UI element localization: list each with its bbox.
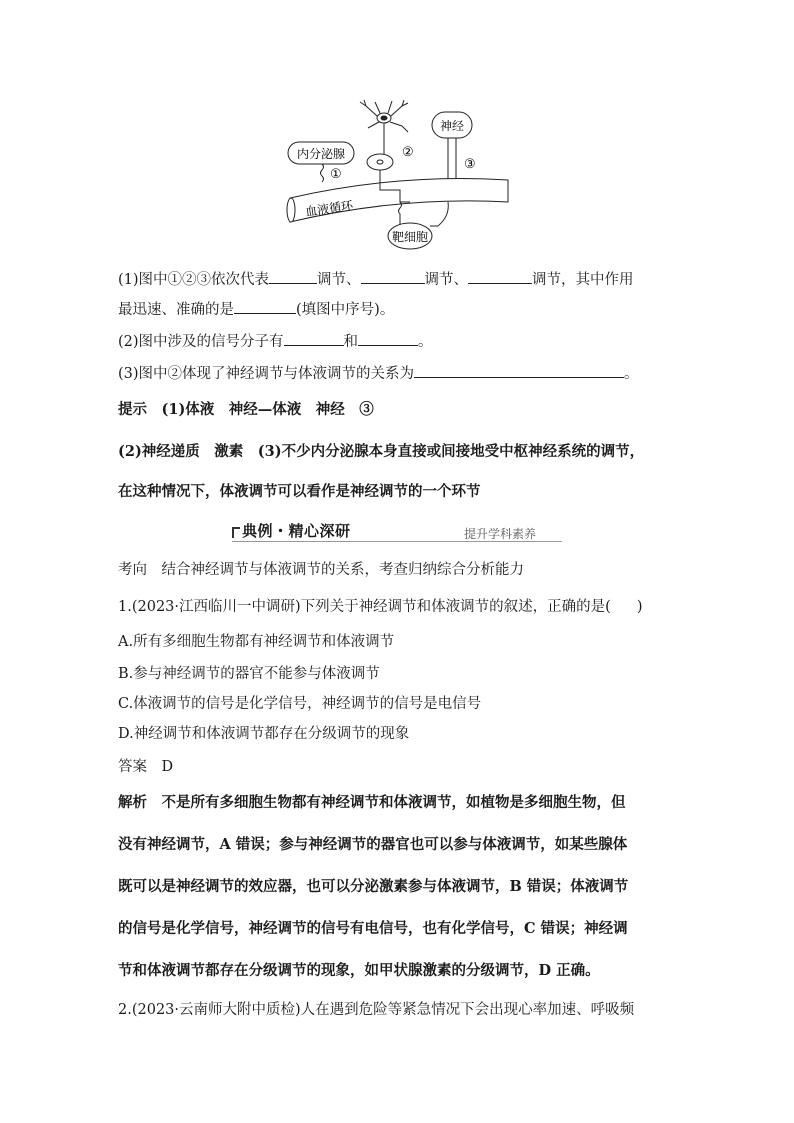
q3-text-a: (3)图中②体现了神经调节与体液调节的关系为 <box>118 366 415 382</box>
analysis-line-2: 没有神经调节，A 错误；参与神经调节的器官也可以参与体液调节，如某些腺体 <box>118 836 628 853</box>
neuron-icon <box>360 100 408 148</box>
question-direction: 考向 结合神经调节与体液调节的关系，考查归纳综合分析能力 <box>118 562 524 578</box>
nerve-label: 神经 <box>439 119 465 133</box>
analysis-line-3: 既可以是神经调节的效应器，也可以分泌激素参与体液调节，B 错误；体液调节 <box>118 878 629 895</box>
question-1-stem <box>118 597 643 617</box>
secretory-cell-shape <box>367 154 393 170</box>
option-a: A.所有多细胞生物都有神经调节和体液调节 <box>118 634 395 650</box>
q1-line2-a: 最迅速、准确的是 <box>118 302 234 318</box>
mark-3: ③ <box>464 157 476 172</box>
blank-5[interactable] <box>284 330 344 346</box>
question-2-stem: 2.(2023·云南师大附中质检)人在遇到危险等紧急情况下会出现心率加速、呼吸频 <box>118 1002 635 1018</box>
banner-bracket-icon <box>232 527 240 538</box>
target-label: 靶细胞 <box>391 230 429 244</box>
q3-end: 。 <box>624 366 639 382</box>
q1-text-a: (1)图中①②③依次代表 <box>118 272 270 288</box>
regulation-diagram <box>280 98 520 258</box>
mark-2: ② <box>402 145 414 160</box>
q2-sep: 和 <box>343 334 359 350</box>
hint-line-1: 提示 (1)体液 神经—体液 神经 ③ <box>118 401 374 418</box>
banner-title: 典例・精心深研 <box>242 522 351 540</box>
blank-7[interactable] <box>414 362 624 378</box>
blank-6[interactable] <box>358 330 418 346</box>
analysis-line-4: 的信号是化学信号，神经调节的信号有电信号，也有化学信号，C 错误；神经调 <box>118 920 628 937</box>
fill-question-1 <box>118 268 634 290</box>
q1-sep-2: 调节、 <box>424 272 469 288</box>
banner-divider <box>232 541 562 542</box>
section-banner <box>232 520 562 544</box>
blank-4[interactable] <box>234 298 296 314</box>
fill-question-2 <box>118 330 433 352</box>
banner-subtitle: 提升学科素养 <box>464 527 537 541</box>
analysis-line-5: 节和体液调节都存在分级调节的现象，如甲状腺激素的分级调节，D 正确。 <box>118 962 600 979</box>
hint-line-2: (2)神经递质 激素 (3)不少内分泌腺本身直接或间接地受中枢神经系统的调节， <box>118 443 645 460</box>
gland-label: 内分泌腺 <box>296 147 346 161</box>
answer: 答案 D <box>118 759 174 775</box>
q1-text-b: 调节，其中作用 <box>532 272 634 288</box>
q2-text-a: (2)图中涉及的信号分子有 <box>118 334 284 350</box>
blank-2[interactable] <box>361 268 425 284</box>
q-1-stem-text: 1.(2023·江西临川一中调研)下列关于神经调节和体液调节的叙述，正确的是( <box>118 599 611 615</box>
q1-sep-1: 调节、 <box>317 272 361 288</box>
blank-3[interactable] <box>468 268 532 284</box>
blank-1[interactable] <box>269 268 317 284</box>
fill-question-3 <box>118 362 639 384</box>
mark-1: ① <box>330 167 342 182</box>
option-c: C.体液调节的信号是化学信号，神经调节的信号是电信号 <box>118 696 482 712</box>
hint-line-3: 在这种情况下，体液调节可以看作是神经调节的一个环节 <box>118 483 481 500</box>
q2-end: 。 <box>418 334 433 350</box>
option-b: B.参与神经调节的器官不能参与体液调节 <box>118 666 380 682</box>
analysis-line-1: 解析 不是所有多细胞生物都有神经调节和体液调节，如植物是多细胞生物，但 <box>118 794 626 811</box>
q1-line2-b: (填图中序号)。 <box>296 302 395 318</box>
q-1-stem-end: ) <box>636 599 643 615</box>
option-d: D.神经调节和体液调节都存在分级调节的现象 <box>118 726 410 742</box>
blood-label: 血液循环 <box>304 198 354 219</box>
fill-question-1-line2 <box>118 298 394 320</box>
